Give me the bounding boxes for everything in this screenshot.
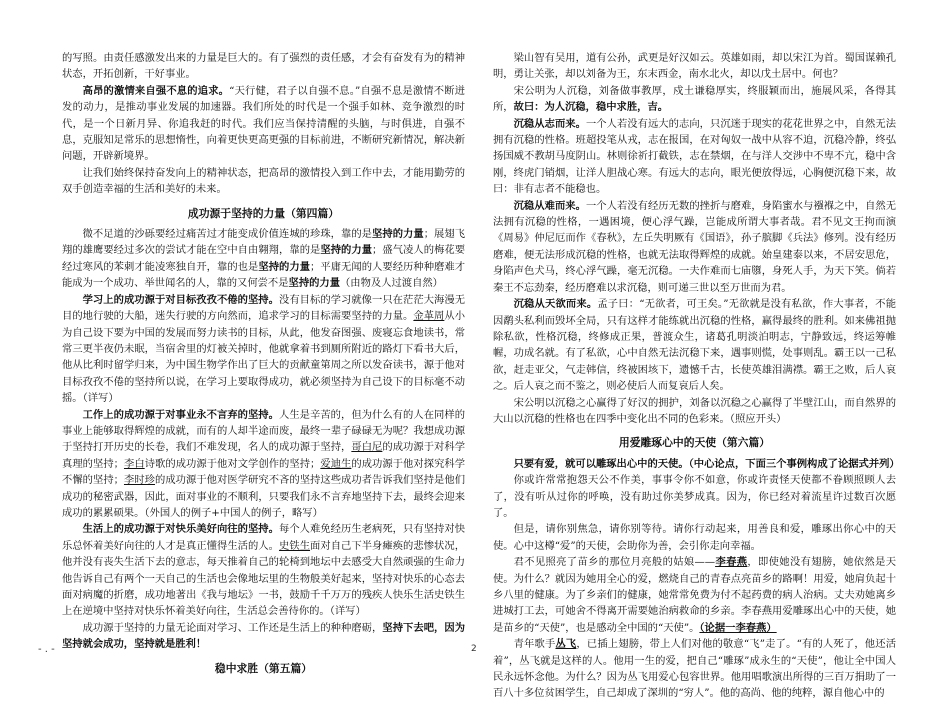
bold-lead: 工作上的成功源于对事业永不言弃的坚持。 [82,408,279,421]
underlined-name: 金革周 [413,310,445,323]
paragraph [62,165,465,198]
paragraph-text: 一个人若没有远大的志向，只沉迷于现实的花花世界之中，自然无法拥有沉稳的性格。班超投笔从戎，志在报国，在对匈奴一战中从容不迫，沉稳冷静，终弘扬国威不教胡马度阴山。林则徐祈打截铁，志在禁烟，在与洋人交涉中不卑不亢，稳中含刚，终虎门销烟，让洋人胆战心寒。有远大的志向，眼光便放得远，心胸便沉稳下来，故曰：非有志者不能稳也。 [493,117,897,196]
bold-lead: 学习上的成功源于对目标孜孜不倦的坚持。 [82,293,279,306]
paragraph-text: （由物及人过渡自然） [340,277,443,290]
paragraph-text: 一个人若没有经历无数的挫折与磨难，身陷蜜水与襁褓之中，自然无法拥有沉稳的性格，一遇困境，便心浮气躁，岂能成所谓大事者哉。君不见文王拘而演《周易》仲尼厄而作《春秋》，左丘失明厥有《国语》，孙子膑脚《兵法》修列。没有经历磨难，便无法形成沉稳的性格，也就无法取得辉煌的成就。始皇建泰以来，不居安思危，身陷声色犬马，终心浮气躁，毫无沉稳。一夫作难而七庙隳，身死人手，为天下笑。倘若秦王不忘劲秦，经历磨难以求沉稳，则可递三世以至万世而为君。 [493,199,897,294]
paragraph [62,292,465,407]
paragraph-text: 的成功源于他对医学研究不吝的坚持这些成功者告诉我们坚持是他们成功的秘密武器，因此，面对事业的不顺利，只要我们永不言弃地坚持下去，最终会迎来成功的累累硕果。（外国人的例子+中国人的例子，略写） [62,474,466,519]
underlined-name: 史铁生 [279,539,311,552]
section-heading: 成功源于坚持的力量（第四篇） [187,206,340,220]
paragraph-text: 从小为自己设下要为中国的发展而努力读书的目标，从此，他发奋图强、废寝忘食地读书，常常三更半夜仍未眠，当宿舍里的灯被关掉时，他就拿着书到厕所附近的路灯下看书大后，他从比利时留学归来，为中国生物学作出了巨大的贡献童第周之所以发奋读书，源于他对目标孜孜不倦的坚持所以说，在学习上要取得成功，就必须坚持为自己设下的目标毫不动摇。（详写） [62,310,466,405]
paragraph [62,226,465,292]
paragraph [62,83,465,165]
paragraph-text: 诗歌的成功源于他对文学创作的坚持； [144,457,321,470]
paragraph [493,83,896,116]
left-column [62,50,465,681]
paragraph-text: 成功源于坚持的力量无论面对学习、工作还是生活上的种种磨砺， [82,621,383,634]
section-heading: 稳中求胜（第五篇） [214,661,313,675]
paragraph [493,116,896,198]
paragraph-text: “天行健，君子以自强不息。”自强不息是激情不断迸发的动力，是推动事业发展的加速器。我们所处的时代是一个强手如林、竞争激烈的时代，是一个日新月异、你追我赶的时代。我们应当保持清醒的头脑，与时俱进，自强不息，克服知足常乐的思想惰性，向着更快更高更强的目标前进，不断研究新情况，解决新问题，开辟新境界。 [62,84,465,163]
paragraph [493,50,896,83]
paragraph-text: 的成功源于他对探究科学不懈的坚持； [62,457,466,487]
paragraph [493,296,896,394]
bold-lead: 生活上的成功源于对快乐美好向往的坚持。 [82,523,279,536]
right-column [493,50,900,702]
paragraph-text: 微不足道的沙砾要经过痛苦过才能变成价值连城的珍珠，靠的是 [82,228,373,241]
underlined-name: 李白 [123,457,145,470]
paragraph-text: 君不见照亮了苗乡的那位月亮般的姑娘—— [513,556,716,569]
paragraph-text: 宋公明为人沉稳，刘备做事教厚，戍土谦稳厚实，终服颖而出，施展风采，各得其所， [493,84,896,114]
paragraph [493,456,900,472]
paragraph [62,521,465,619]
bold-lead: 沉稳从难而来。 [513,199,586,212]
underlined-name: 爱迪生 [320,457,352,470]
paragraph-text: ；展翅飞翔的雄鹰要经过多次的尝试才能在空中自由翱翔，靠的是 [62,228,466,257]
bold-phrase: 坚持的力量 [258,260,311,273]
paragraph [493,472,896,521]
paragraph-text: 没有目标的学习就像一只在茫茫大海漫无目的地行驶的大船，迷失行驶的方向然而，追求学习的目标需要坚持的力量。 [62,293,465,323]
bold-lead: 沉稳从天欲而来。 [513,298,598,311]
paragraph [493,395,896,428]
bold-phrase: 坚持的力量 [288,277,341,290]
underlined-name: 丛飞 [555,638,577,651]
paragraph-text: 孟子曰：“无欲者，可王矣。”无欲就是没有私欲，作大事者，不能因鹬头私利而毁坏全局，只有这样才能练就出沉稳的性格，赢得最终的胜利。如来佛祖抛除私欲，性格沉稳，终修成正果，普渡众生，诸葛孔明淡泊明志，宁静致远，终运筹帷幄，功成名就。有了私欲，心中自然无法沉稳下来，遇事则慌，处事则乱。霸王以一己私欲，赶走亚父，气走韩信，终被困垓下，遗憾千古，长使英雄泪满襟。霸王之败，后人哀之。后人哀之而不鉴之，则必使后人而复哀后人矣。 [493,298,896,393]
page-number: 2 [471,644,477,654]
paragraph-text: ；盛气凌人的梅花要经过寒风的苯刺才能凌寒独自开，靠的也是 [62,244,466,273]
bold-phrase: 坚持下去吧，因为坚持就会成功，坚持就是胜利！ [62,621,466,651]
paragraph-text: 面对自己下半身瘫痪的悲惨状况，他并没有丧失生活下去的意志，每天推着自己的轮椅到地坛中去感受大自然顽强的生命力他告诉自己有两个一天自己的生活也会像地坛里的生物般美好起来，坚持对快乐的心态去面对病魔的折磨，成功地著出《我与地坛》一书，鼓励千千万万的残疾人快乐生活史铁生上在逆境中坚持对快乐怀着美好向往，生活总会善待你的。（详写） [62,539,466,618]
paragraph-text: 的成功源于对科学真理的坚持； [62,441,466,470]
paragraph-text: 你或许常常抱怨天公不作美，事事令你不如意，你或许责怪天使都不眷顾照顾人去了，没有听从过你的呼唤，没有助过你美梦成真。因为，你已经对着流星许过数百次愿了。 [493,474,896,519]
bold-phrase: 坚持的力量 [320,244,373,257]
paragraph-text: 每个人难免经历生老病死，只有坚持对快乐总怀着美好向往的人才是真正懂得生活的人。 [62,523,465,552]
bold-phrase: 故曰：为人沉稳，稳中求胜，吉。 [513,101,669,114]
paragraph [62,50,465,83]
evidence-note: （论据一李春燕） [699,621,777,634]
paragraph-text: 的写照。由责任感激发出来的力量是巨大的。有了强烈的责任感，才会有奋发有为的精神状态，开拓创新，干好事业。 [62,52,465,81]
paragraph [493,198,896,296]
bold-phrase: 坚持的力量 [372,228,424,241]
paragraph-text: 宋公明以沉稳之心赢得了好汉的拥护，刘备以沉稳之心赢得了半壁江山，而自然界的大山以沉稳的性格也在四季中变化出不同的色彩来。（照应开头） [493,396,896,425]
paragraph-text: 青年歌手 [513,638,556,651]
underlined-name: 哥白尼 [351,441,383,454]
paragraph [493,636,896,702]
bold-lead: 高昂的激情来自强不息的追求。 [82,84,230,97]
paragraph [493,554,896,636]
paragraph [62,620,465,653]
paragraph-text: ，即使她没有翅膀，她依然是天使。为什么？就因为她用全心的爱，燃烧自己的青春点亮苗乡的路啊！用爱，她肩负起十乡八里的健康。为了乡亲们的健康，她常常免费为付不起药费的病人治病。丈夫劝她离乡进城打工去，可她舍不得离开需要她治病救命的乡亲。李春燕用爱雕琢出心中的天使，她是苗乡的“天使”，也是感动全中国的“天使”。 [493,556,897,634]
underlined-name: 李时珍 [123,474,156,487]
bold-lead: 沉稳从志而来。 [513,117,586,130]
section-heading: 用爱雕琢心中的天使（第六篇） [618,436,771,450]
paragraph [493,521,896,554]
paragraph-text: 让我们始终保持奋发向上的精神状态，把高昂的激情投入到工作中去，才能用勤劳的双手创造幸福的生活和美好的未来。 [62,166,465,196]
paragraph [62,407,465,522]
paragraph-text: ；平庸无闻的人要经历种种磨难才能成为一个成功、举世闻名的人，靠的又何尝不是 [62,260,466,290]
paragraph-text: 但是，请你别焦急，请你别等待。请你行动起来，用善良和爱，雕琢出你心中的天使。心中这樽“爱”的天使，会助你为善，会引你走向幸福。 [493,523,896,552]
footer-mark: - . - [38,644,55,655]
paragraph-text: ，已插上翅膀，带上人们对他的敬意“飞”走了。“有的人死了，他还活着”，丛飞就是这样的人。他用一生的爱，把自己“雕琢”成永生的“天使”，他让全中国人民永远怀念他。为什么？因为丛飞用爱心包容世界。他用唱歌演出所得的三百万捐助了一百八十多位贫困学生，自己却成了深圳的“穷人”。他的高尚、他的纯粹，源自他心中的 [493,638,897,700]
bold-lead: 只要有爱，就可以雕琢出心中的天使。（中心论点，下面三个事例构成了论据式并列） [513,457,900,470]
underlined-name: 李春燕 [715,556,748,569]
paragraph-text: 人生是辛苦的，但为什么有的人在同样的事业上能够取得辉煌的成就，而有的人却半途而废，最终一辈子碌碌无为呢？我想成功源于坚持打开历史的长卷，我们不难发现，名人的成功源于坚持， [62,408,465,454]
paragraph-text: 梁山智有吴用，道有公孙，武更是好汉如云。英雄如雨，却以宋江为首。蜀国谋赖孔明，勇让关张，却以刘备为王，东末西金，南水北火，却以戊土居中。何也？ [493,52,896,81]
